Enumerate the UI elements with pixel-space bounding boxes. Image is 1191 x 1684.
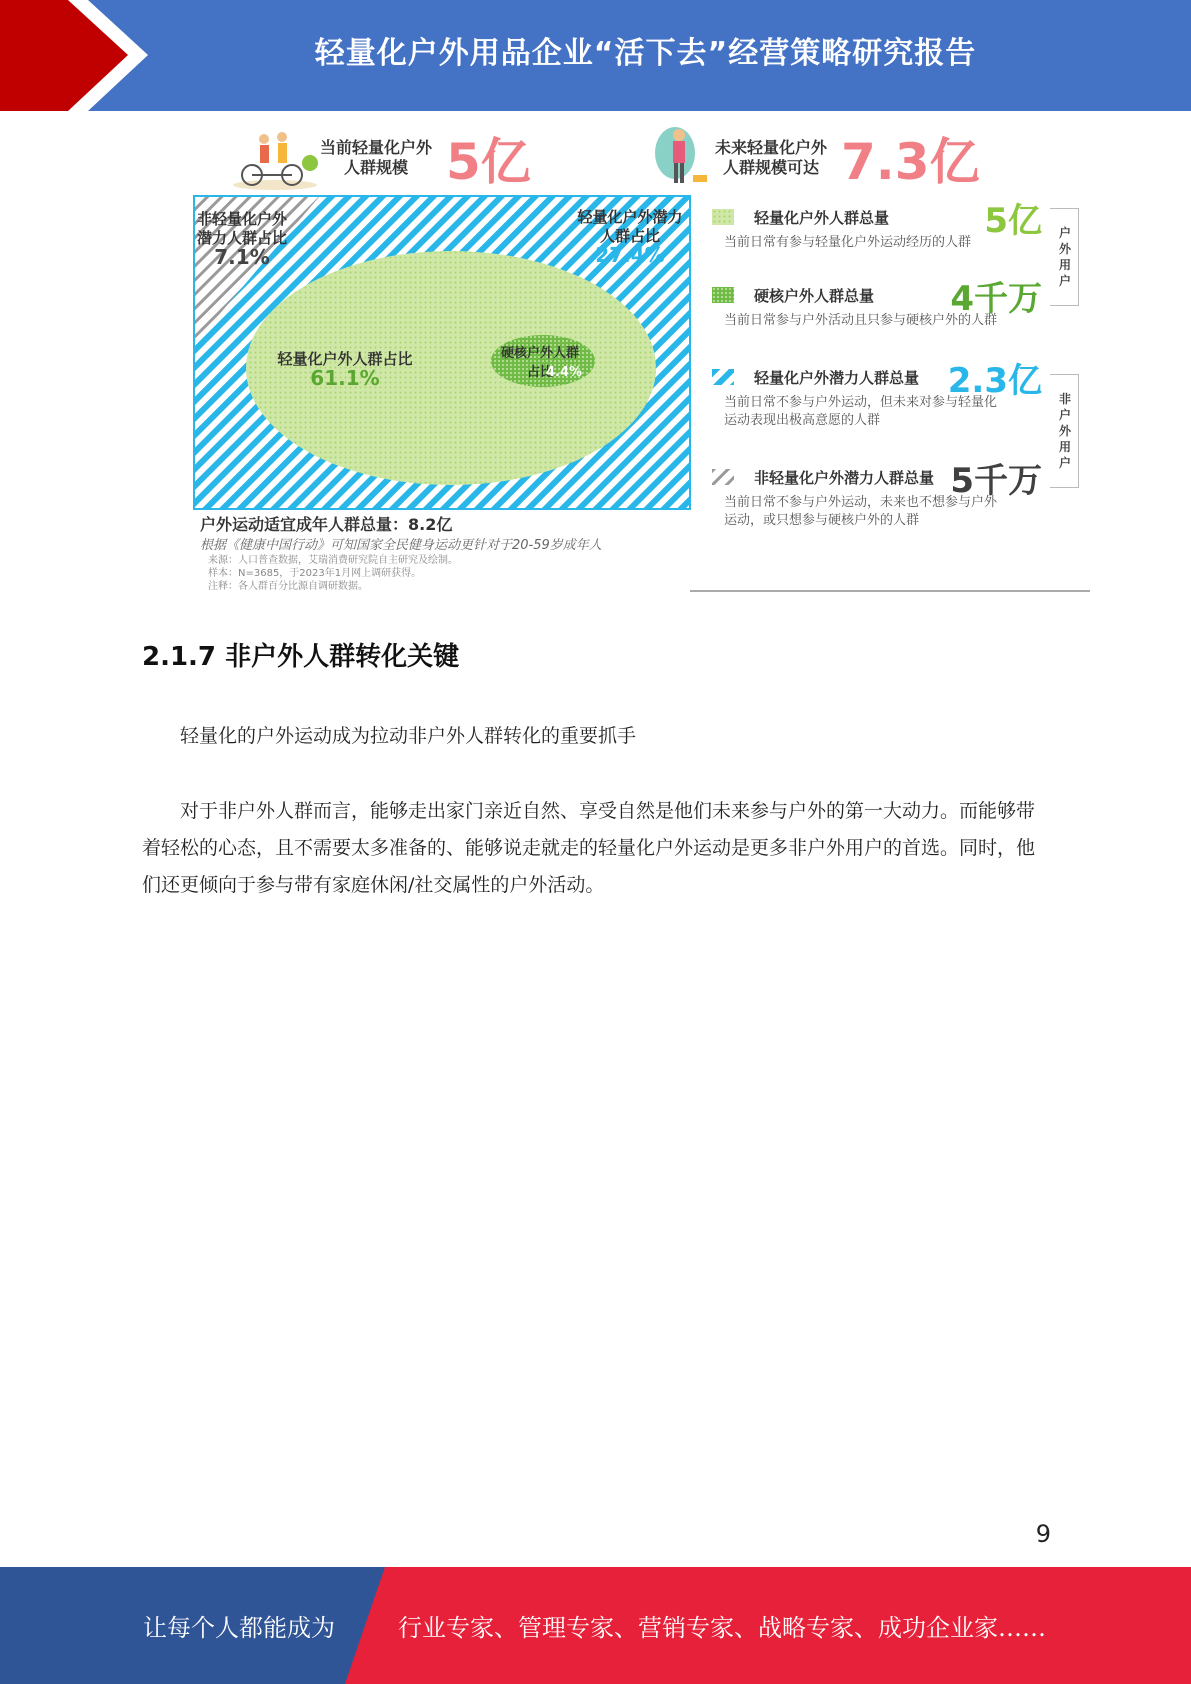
- total-adults-note: 根据《健康中国行动》可知国家全民健身运动更针对于20-59岁成年人: [200, 538, 602, 553]
- legend-item-non-potential: [712, 460, 1042, 530]
- lightweight-label: [265, 350, 425, 388]
- dark-dot-swatch-icon: [712, 287, 734, 303]
- legend-desc: 当前日常参与户外活动且只参与硬核户外的人群: [724, 313, 998, 328]
- blue-stripe-swatch-icon: [712, 369, 734, 385]
- legend-desc: 当前日常不参与户外运动，但未来对参与轻量化 运动表现出极高意愿的人群: [724, 395, 998, 428]
- legend-name: 轻量化户外人群总量: [754, 208, 890, 227]
- future-scale-value: 7.3亿: [841, 133, 980, 191]
- lightweight-value: 61.1%: [310, 366, 380, 390]
- legend-name: 轻量化户外潜力人群总量: [754, 368, 920, 387]
- page-number: 9: [1035, 1520, 1051, 1548]
- legend-item-lightweight: [712, 200, 1042, 252]
- non-potential-title: 非轻量化户外 潜力人群占比: [196, 210, 287, 247]
- source-notes: [208, 554, 458, 593]
- legend-value: 5千万: [950, 460, 1042, 501]
- current-scale-stat: [230, 122, 531, 194]
- report-header: [0, 0, 1191, 111]
- footer-slogan-left: 让每个人都能成为: [143, 1614, 335, 1642]
- outdoor-users-bracket: [1050, 208, 1079, 306]
- total-adults-line: 户外运动适宜成年人群总量：8.2亿: [200, 515, 453, 534]
- outdoor-users-label: 户外用户: [1058, 226, 1071, 288]
- light-dot-swatch-icon: [712, 209, 734, 225]
- report-title: 轻量化户外用品企业“活下去”经营策略研究报告: [314, 36, 977, 71]
- non-outdoor-users-bracket: [1050, 374, 1079, 488]
- non-potential-label: [192, 210, 292, 267]
- hardcore-label: [490, 344, 590, 382]
- paragraph-intro: 轻量化的户外运动成为拉动非户外人群转化的重要抓手: [180, 725, 637, 747]
- source-line: 来源：人口普查数据，艾瑞消费研究院自主研究及绘制。: [208, 555, 458, 566]
- non-outdoor-users-label: 非户外用户: [1058, 392, 1071, 470]
- potential-label: [565, 208, 695, 265]
- source-line: 注释：各人群百分比源自调研数据。: [208, 581, 368, 592]
- legend-desc: 当前日常有参与轻量化户外运动经历的人群: [724, 235, 972, 250]
- future-scale-stat: [645, 122, 980, 194]
- page-footer: [0, 1567, 1191, 1684]
- section-heading: 2.1.7 非户外人群转化关键: [142, 642, 460, 672]
- figure-bottom-rule: [690, 590, 1090, 592]
- legend-value: 2.3亿: [947, 360, 1042, 401]
- source-line: 样本：N=3685，于2023年1月网上调研获得。: [208, 568, 422, 579]
- current-scale-label: 当前轻量化户外 人群规模: [320, 138, 433, 177]
- legend-value: 4千万: [950, 278, 1042, 319]
- dog-walker-illustration-icon: [645, 123, 715, 193]
- header-arrow-icon: [0, 0, 160, 111]
- paragraph-body: 对于非户外人群而言，能够走出家门亲近自然、享受自然是他们未来参与户外的第一大动力。而能够带着轻松的心态，且不需要太多准备的、能够说走就走的轻量化户外运动是更多非户外用户的首选。同时，他们还更倾向于参与带有家庭休闲/社交属性的户外活动。: [142, 800, 1036, 896]
- legend-item-potential: [712, 360, 1042, 430]
- gray-stripe-swatch-icon: [712, 469, 734, 485]
- footer-slogan-right: 行业专家、管理专家、营销专家、战略专家、成功企业家……: [398, 1614, 1046, 1642]
- potential-title: 轻量化户外潜力 人群占比: [577, 208, 683, 245]
- cyclists-illustration-icon: [230, 123, 320, 193]
- legend-name: 硬核户外人群总量: [754, 286, 875, 305]
- legend-value: 5亿: [984, 200, 1042, 241]
- legend-desc: 当前日常不参与户外运动，未来也不想参与户外 运动，或只想参与硬核户外的人群: [724, 495, 998, 528]
- current-scale-value: 5亿: [446, 133, 531, 191]
- audience-figure: [190, 120, 1090, 595]
- future-scale-label: 未来轻量化户外 人群规模可达: [715, 138, 828, 177]
- legend-item-hardcore: [712, 278, 1042, 330]
- lightweight-title: 轻量化户外人群占比: [277, 350, 413, 368]
- hardcore-title: 硬核户外人群 占比: [500, 346, 579, 380]
- legend-name: 非轻量化户外潜力人群总量: [754, 468, 935, 487]
- non-potential-value: 7.1%: [214, 245, 270, 269]
- hardcore-value: 4.4%: [545, 365, 583, 380]
- potential-value: 27.4%: [595, 243, 665, 267]
